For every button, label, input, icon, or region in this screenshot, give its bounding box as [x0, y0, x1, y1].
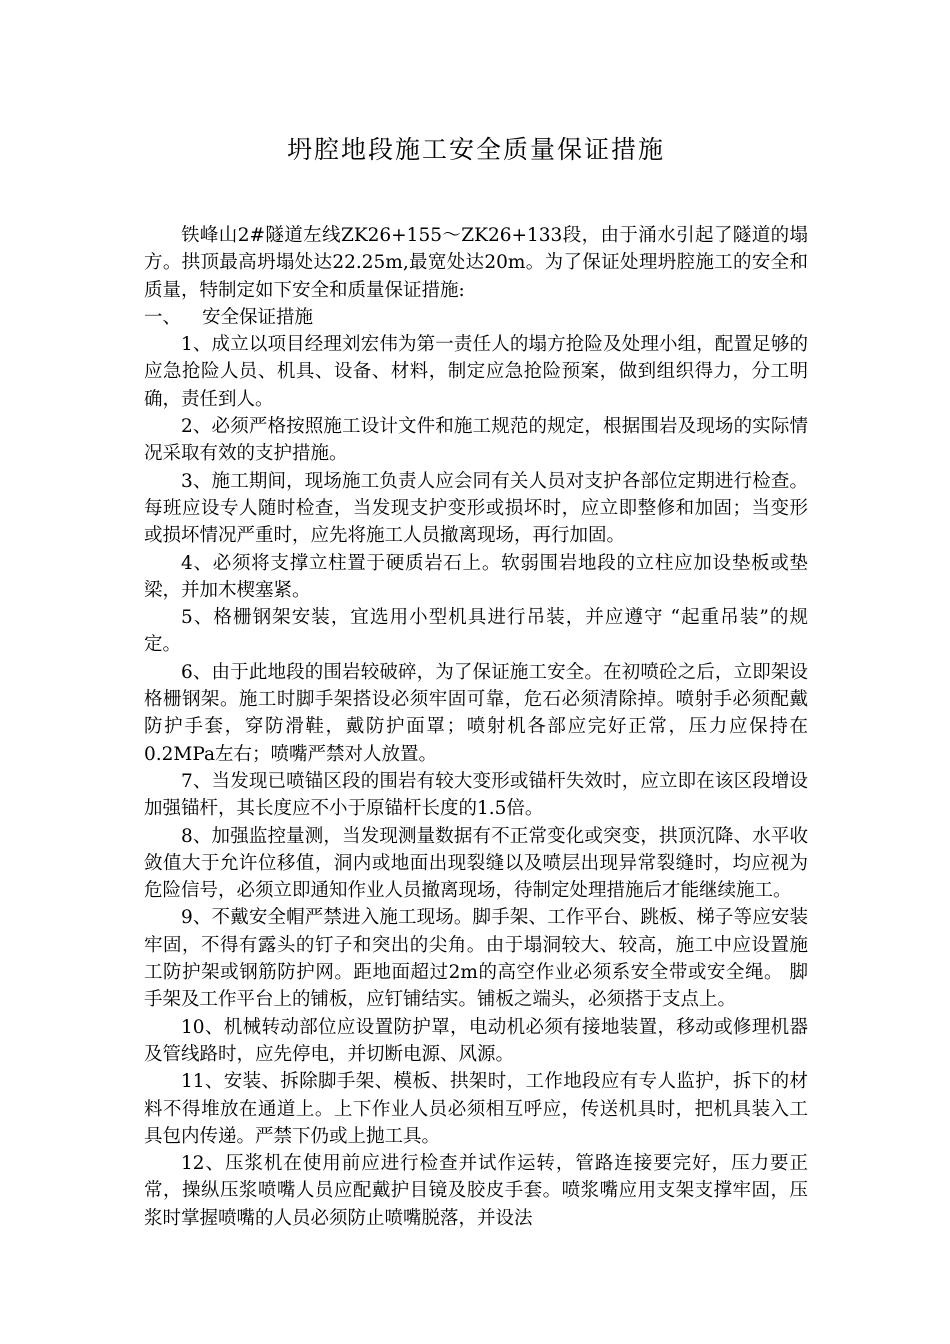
list-item: 12、压浆机在使用前应进行检查并试作运转，管路连接要完好，压力要正常，操纵压浆喷嘴人员应配戴护目镜及胶皮手套。喷浆嘴应用支架支撑牢固，压浆时掌握喷嘴的人员必须防止喷嘴脱落，并设法	[144, 1153, 808, 1229]
list-item: 10、机械转动部位应设置防护罩，电动机必须有接地装置，移动或修理机器及管线路时，应先停电，并切断电源、风源。	[144, 1016, 808, 1065]
list-item: 2、必须严格按照施工设计文件和施工规范的规定，根据围岩及现场的实际情况采取有效的支护措施。	[144, 416, 808, 465]
document-body	[144, 222, 808, 1232]
list-item: 4、必须将支撑立柱置于硬质岩石上。软弱围岩地段的立柱应加设垫板或垫梁，并加木楔塞紧。	[144, 552, 808, 601]
section-heading	[144, 304, 808, 331]
list-item: 3、施工期间，现场施工负责人应会同有关人员对支护各部位定期进行检查。每班应设专人随时检查，当发现支护变形或损坏时，应立即整修和加固；当变形或损坏情况严重时，应先将施工人员撤离现场，再行加固。	[144, 470, 808, 547]
list-item: 5、格栅钢架安装，宜选用小型机具进行吊装，并应遵守 “起重吊装”的规定。	[144, 607, 808, 656]
list-item: 11、安装、拆除脚手架、模板、拱架时，工作地段应有专人监护，拆下的材料不得堆放在通道上。上下作业人员必须相互呼应，传送机具时，把机具装入工具包内传递。严禁下仍或上抛工具。	[144, 1071, 808, 1147]
list-item: 1、成立以项目经理刘宏伟为第一责任人的塌方抢险及处理小组，配置足够的应急抢险人员、机具、设备、材料，制定应急抢险预案，做到组织得力，分工明确，责任到人。	[144, 334, 808, 410]
list-item: 8、加强监控量测，当发现测量数据有不正常变化或突变，拱顶沉降、水平收敛值大于允许位移值，洞内或地面出现裂缝以及喷层出现异常裂缝时，均应视为危险信号，必须立即通知作业人员撤离现场，待制定处理措施后才能继续施工。	[144, 825, 808, 902]
list-item: 6、由于此地段的围岩较破碎，为了保证施工安全。在初喷砼之后，立即架设格栅钢架。施工时脚手架搭设必须牢固可靠，危石必须清除掉。喷射手必须配戴防护手套，穿防滑鞋，戴防护面罩；喷射机各部应完好正常，压力应保持在0.2MPa左右；喷嘴严禁对人放置。	[144, 661, 808, 765]
section-title: 安全保证措施	[202, 306, 314, 328]
list-item: 7、当发现已喷锚区段的围岩有较大变形或锚杆失效时，应立即在该区段增设加强锚杆，其长度应不小于原锚杆长度的1.5倍。	[144, 770, 808, 820]
list-item: 9、不戴安全帽严禁进入施工现场。脚手架、工作平台、跳板、梯子等应安装牢固，不得有露头的钉子和突出的尖角。由于塌洞较大、较高，施工中应设置施工防护架或钢筋防护网。距地面超过2m的高空作业必须系安全带或安全绳。 脚手架及工作平台上的铺板，应钉铺结实。铺板之端头，必须搭于支点上。	[144, 907, 808, 1011]
document-title: 坍腔地段施工安全质量保证措施	[286, 135, 665, 164]
section-number: 一、	[144, 306, 182, 328]
intro-paragraph: 铁峰山2#隧道左线ZK26+155～ZK26+133段，由于涌水引起了隧道的塌方。拱顶最高坍塌处达22.25m,最宽处达20m。为了保证处理坍腔施工的安全和质量，特制定如下安全和质量保证措施:	[144, 225, 808, 301]
